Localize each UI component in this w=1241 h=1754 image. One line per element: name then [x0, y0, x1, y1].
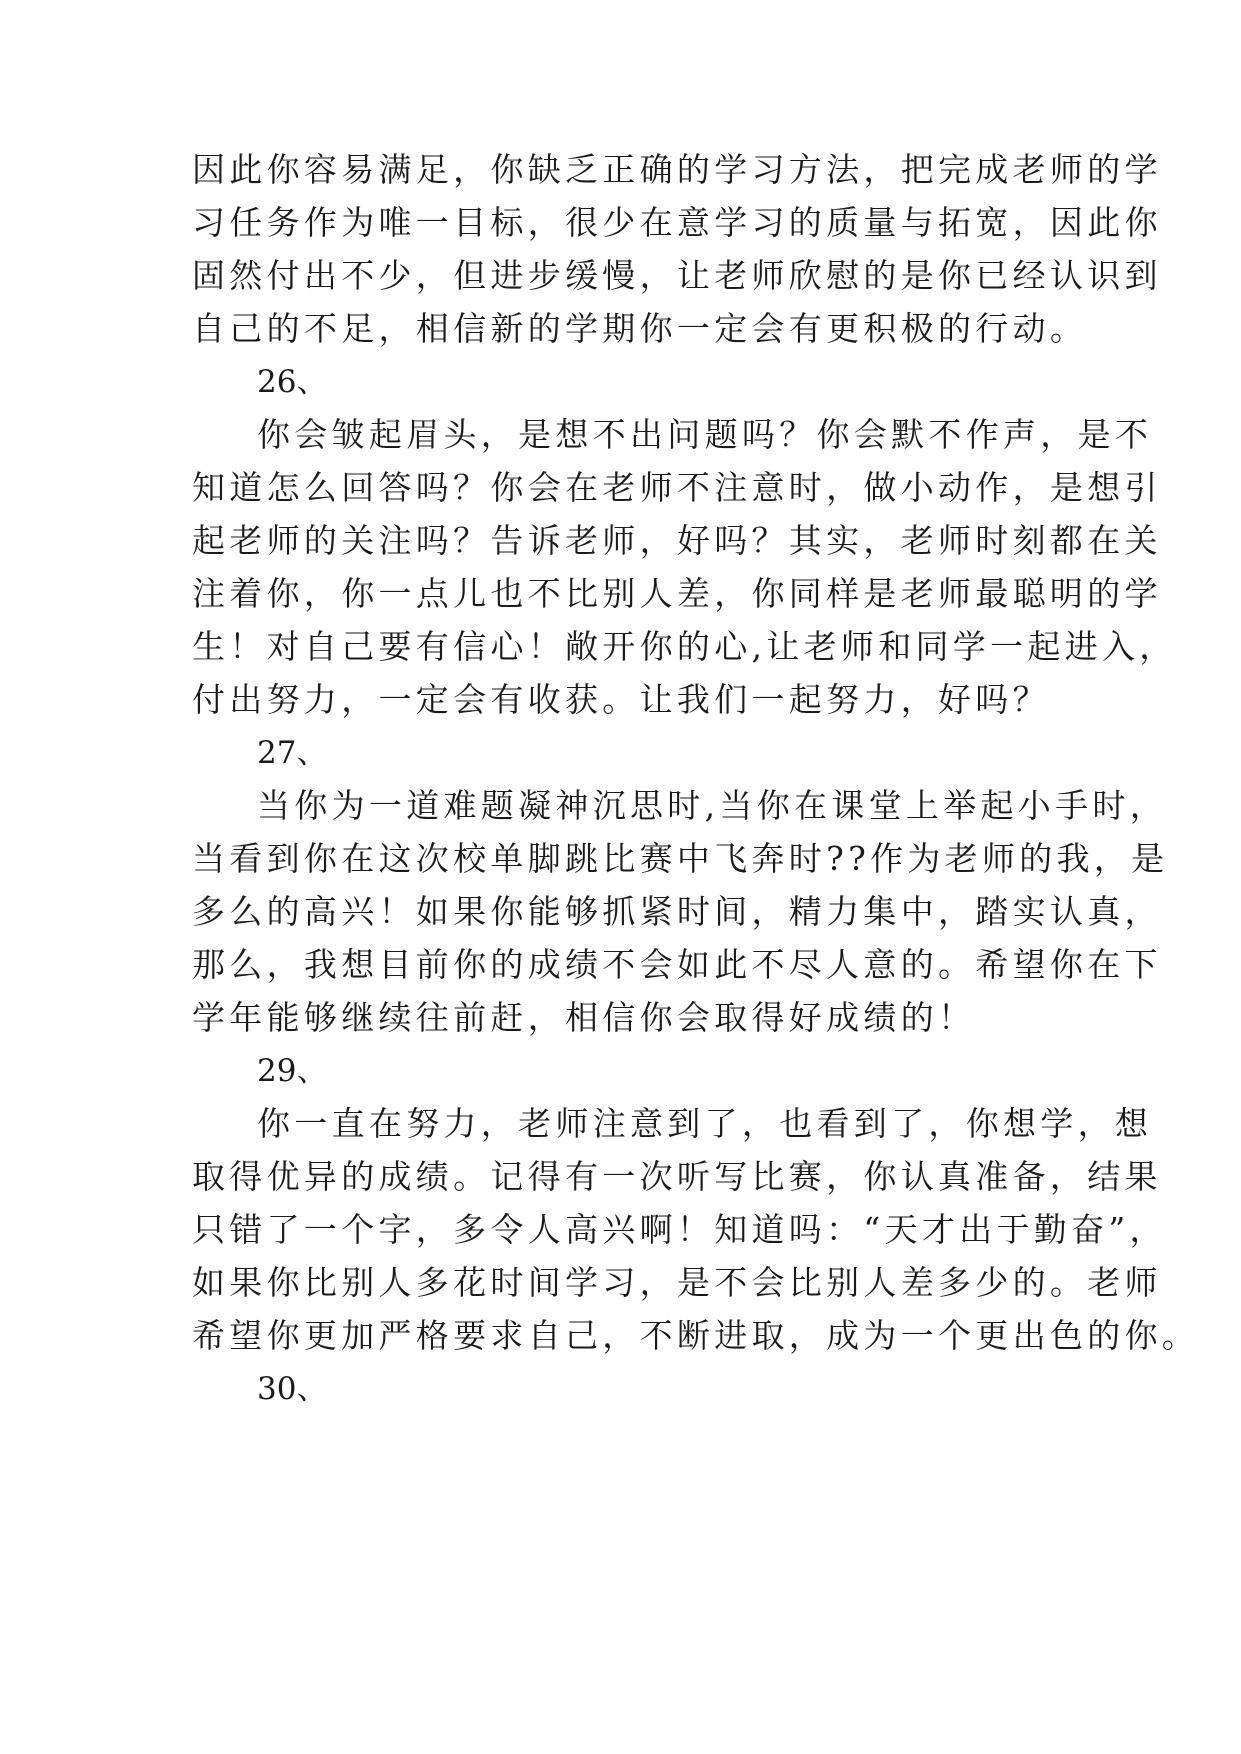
paragraph-line: 你一直在努力，老师注意到了，也看到了，你想学，想	[257, 1104, 1153, 1143]
paragraph-line: 多么的高兴！如果你能够抓紧时间，精力集中，踏实认真，	[192, 892, 1162, 931]
entry-number: 29、	[257, 1053, 328, 1089]
paragraph-line: 因此你容易满足，你缺乏正确的学习方法，把完成老师的学	[192, 150, 1162, 189]
paragraph-line: 习任务作为唯一目标，很少在意学习的质量与拓宽，因此你	[192, 203, 1162, 242]
paragraph-line: 注着你，你一点儿也不比别人差，你同样是老师最聪明的学	[192, 574, 1162, 613]
paragraph-line: 只错了一个字，多令人高兴啊！知道吗：“天才出于勤奋”，	[192, 1210, 1167, 1249]
paragraph-line: 起老师的关注吗？告诉老师，好吗？其实，老师时刻都在关	[192, 521, 1162, 560]
entry-number: 26、	[257, 364, 328, 400]
paragraph-line: 生！对自己要有信心！敞开你的心,让老师和同学一起进入，	[192, 627, 1177, 666]
paragraph-line: 固然付出不少，但进步缓慢，让老师欣慰的是你已经认识到	[192, 256, 1162, 295]
paragraph-line: 那么，我想目前你的成绩不会如此不尽人意的。希望你在下	[192, 945, 1162, 984]
paragraph-line: 付出努力，一定会有收获。让我们一起努力，好吗？	[192, 680, 1050, 719]
paragraph-line: 如果你比别人多花时间学习，是不会比别人差多少的。老师	[192, 1263, 1162, 1302]
paragraph-line: 希望你更加严格要求自己，不断进取，成为一个更出色的你。	[192, 1316, 1200, 1355]
entry-number: 30、	[257, 1371, 328, 1407]
paragraph-line: 学年能够继续往前赶，相信你会取得好成绩的！	[192, 998, 976, 1037]
paragraph-line: 当你为一道难题凝神沉思时,当你在课堂上举起小手时，	[257, 786, 1167, 825]
paragraph-line: 自己的不足，相信新的学期你一定会有更积极的行动。	[192, 309, 1088, 348]
entry-number: 27、	[257, 735, 328, 771]
paragraph-line: 你会皱起眉头，是想不出问题吗？你会默不作声，是不	[257, 415, 1153, 454]
paragraph-line: 当看到你在这次校单脚跳比赛中飞奔时??作为老师的我，是	[192, 839, 1169, 878]
paragraph-line: 取得优异的成绩。记得有一次听写比赛，你认真准备，结果	[192, 1157, 1162, 1196]
paragraph-line: 知道怎么回答吗？你会在老师不注意时，做小动作，是想引	[192, 468, 1162, 507]
